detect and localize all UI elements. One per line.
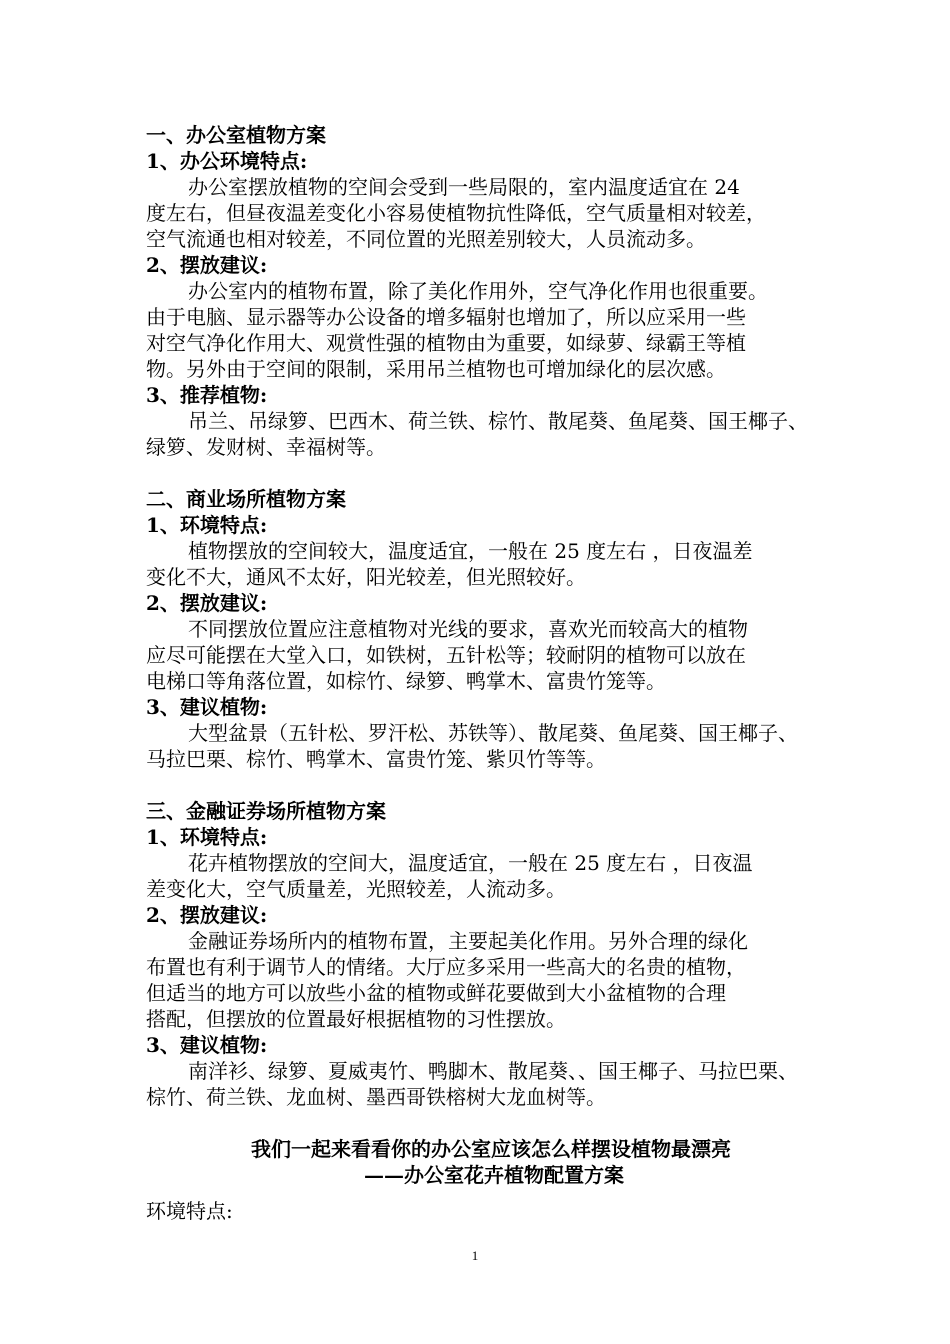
paragraph-line: 电梯口等角落位置，如棕竹、绿箩、鸭掌木、富贵竹笼等。 xyxy=(146,669,666,693)
paragraph-line: 差变化大，空气质量差，光照较差，人流动多。 xyxy=(146,877,566,901)
paragraph-line: 金融证券场所内的植物布置，主要起美化作用。另外合理的绿化 xyxy=(188,929,748,953)
document-body xyxy=(146,122,836,1224)
section-2-rec-heading: 3、建议植物: xyxy=(146,695,268,719)
section-1-place-heading: 2、摆放建议: xyxy=(146,253,268,277)
paragraph-line: 变化不大，通风不太好，阳光较差，但光照较好。 xyxy=(146,565,586,589)
page-number: 1 xyxy=(471,1248,479,1263)
section-2-env-heading: 1、环境特点: xyxy=(146,513,268,537)
paragraph-line: 办公室摆放植物的空间会受到一些局限的，室内温度适宜在 24 xyxy=(188,175,740,199)
paragraph-line: 南洋衫、绿箩、夏威夷竹、鸭脚木、散尾葵、、国王椰子、马拉巴栗、 xyxy=(188,1059,798,1083)
closing-subtitle: ——办公室花卉植物配置方案 xyxy=(364,1163,624,1187)
paragraph-line: 棕竹、荷兰铁、龙血树、墨西哥铁榕树大龙血树等。 xyxy=(146,1085,606,1109)
spacer xyxy=(146,1188,836,1198)
paragraph-line: 对空气净化作用大、观赏性强的植物由为重要，如绿萝、绿霸王等植 xyxy=(146,331,746,355)
paragraph-line: 吊兰、吊绿箩、巴西木、荷兰铁、棕竹、散尾葵、鱼尾葵、国王椰子、 xyxy=(188,409,808,433)
section-3-place-heading: 2、摆放建议: xyxy=(146,903,268,927)
section-3-rec-heading: 3、建议植物: xyxy=(146,1033,268,1057)
section-1-rec-heading: 3、推荐植物: xyxy=(146,383,268,407)
paragraph-line: 办公室内的植物布置，除了美化作用外，空气净化作用也很重要。 xyxy=(188,279,768,303)
closing-title: 我们一起来看看你的办公室应该怎么样摆设植物最漂亮 xyxy=(251,1137,731,1161)
closing-env-label: 环境特点: xyxy=(146,1199,233,1223)
section-2-place-heading: 2、摆放建议: xyxy=(146,591,268,615)
paragraph-line: 搭配，但摆放的位置最好根据植物的习性摆放。 xyxy=(146,1007,566,1031)
paragraph-line: 但适当的地方可以放些小盆的植物或鲜花要做到大小盆植物的合理 xyxy=(146,981,726,1005)
spacer xyxy=(146,460,836,486)
section-1-env-heading: 1、办公环境特点: xyxy=(146,149,308,173)
section-3-title: 三、金融证券场所植物方案 xyxy=(146,799,386,823)
spacer xyxy=(146,1110,836,1136)
section-3-env-heading: 1、环境特点: xyxy=(146,825,268,849)
section-2-title: 二、商业场所植物方案 xyxy=(146,487,346,511)
paragraph-line: 花卉植物摆放的空间大，温度适宜，一般在 25 度左右 ，日夜温 xyxy=(188,851,753,875)
paragraph-line: 绿箩、发财树、幸福树等。 xyxy=(146,435,386,459)
paragraph-line: 植物摆放的空间较大，温度适宜，一般在 25 度左右 ，日夜温差 xyxy=(188,539,753,563)
paragraph-line: 马拉巴栗、棕竹、鸭掌木、富贵竹笼、紫贝竹等等。 xyxy=(146,747,606,771)
paragraph-line: 大型盆景（五针松、罗汗松、苏铁等）、散尾葵、鱼尾葵、国王椰子、 xyxy=(188,721,798,745)
section-1-title: 一、办公室植物方案 xyxy=(146,123,326,147)
spacer xyxy=(146,772,836,798)
paragraph-line: 布置也有利于调节人的情绪。大厅应多采用一些高大的名贵的植物， xyxy=(146,955,746,979)
paragraph-line: 空气流通也相对较差，不同位置的光照差别较大，人员流动多。 xyxy=(146,227,706,251)
paragraph-line: 应尽可能摆在大堂入口，如铁树，五针松等；较耐阴的植物可以放在 xyxy=(146,643,746,667)
paragraph-line: 由于电脑、显示器等办公设备的增多辐射也增加了，所以应采用一些 xyxy=(146,305,746,329)
paragraph-line: 不同摆放位置应注意植物对光线的要求，喜欢光而较高大的植物 xyxy=(188,617,748,641)
paragraph-line: 度左右，但昼夜温差变化小容易使植物抗性降低，空气质量相对较差， xyxy=(146,201,766,225)
paragraph-line: 物。另外由于空间的限制，采用吊兰植物也可增加绿化的层次感。 xyxy=(146,357,726,381)
